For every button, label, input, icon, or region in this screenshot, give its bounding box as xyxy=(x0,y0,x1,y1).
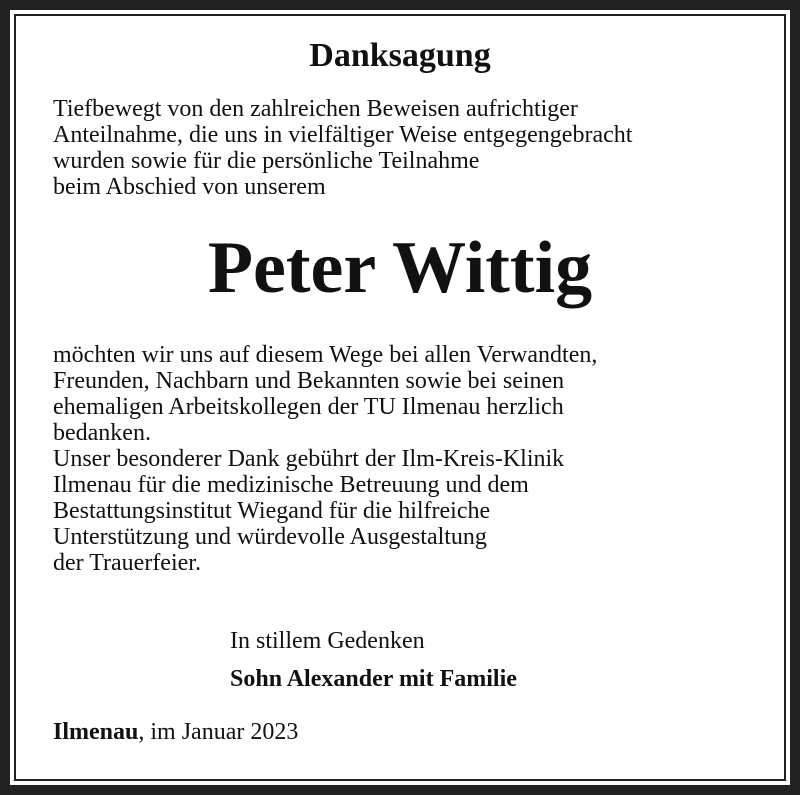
body-line: Ilmenau für die medizinische Betreuung und dem xyxy=(53,472,529,498)
body-line: Bestattungsinstitut Wiegand für die hilfreiche xyxy=(53,498,491,524)
body-line: ehemaligen Arbeitskollegen der TU Ilmenau herzlich xyxy=(53,394,564,420)
intro-line: Tiefbewegt von den zahlreichen Beweisen aufrichtiger xyxy=(53,96,578,122)
body-line: Freunden, Nachbarn und Bekannten sowie bei seinen xyxy=(53,368,565,394)
body-line: Unterstützung und würdevolle Ausgestaltung xyxy=(53,524,487,550)
place-name: Ilmenau xyxy=(53,719,139,745)
deceased-name: Peter Wittig xyxy=(207,227,593,309)
intro-line: Anteilnahme, die uns in vielfältiger Weise entgegengebracht xyxy=(53,122,633,148)
place-date-line xyxy=(53,718,298,746)
body-line: der Trauerfeier. xyxy=(53,550,201,576)
body-line: bedanken. xyxy=(53,420,151,446)
date-text: , im Januar 2023 xyxy=(138,719,299,745)
body-line: möchten wir uns auf diesem Wege bei allen Verwandten, xyxy=(53,342,598,368)
intro-line: beim Abschied von unserem xyxy=(53,174,326,200)
intro-line: wurden sowie für die persönliche Teilnahme xyxy=(53,148,480,174)
notice-title: Danksagung xyxy=(309,37,491,74)
body-paragraph xyxy=(53,342,597,576)
closing-phrase: In stillem Gedenken xyxy=(230,628,425,654)
intro-paragraph xyxy=(53,96,632,200)
signer-name: Sohn Alexander mit Familie xyxy=(230,666,517,692)
body-line: Unser besonderer Dank gebührt der Ilm-Kreis-Klinik xyxy=(53,446,565,472)
